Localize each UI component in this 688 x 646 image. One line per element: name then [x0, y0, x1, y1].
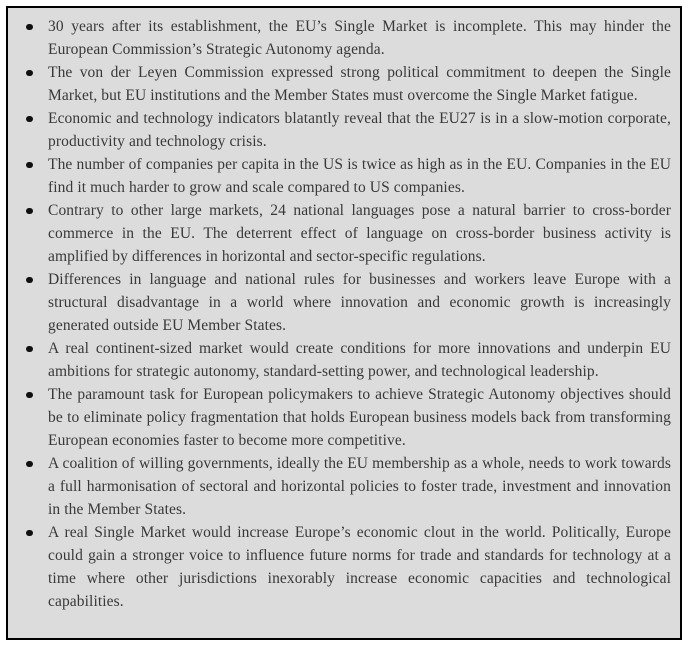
bullet-icon [26, 208, 33, 215]
bullet-list [21, 15, 671, 613]
bullet-item [21, 15, 671, 61]
bullet-icon [26, 530, 33, 537]
bullet-text: The von der Leyen Commission expressed strong political commitment to deepen the Single Market, but EU institutions and the Member States must overcome the Single Market fatigue. [48, 64, 671, 104]
bullet-item [21, 268, 671, 337]
bullet-item [21, 199, 671, 268]
bullet-icon [26, 162, 33, 169]
bullet-text: Differences in language and national rules for businesses and workers leave Europe with a structural disadvantage in a world where innovation and economic growth is increasingly generated outside EU Member States. [48, 271, 671, 334]
bullet-icon [26, 346, 33, 353]
bullet-icon [26, 70, 33, 77]
bullet-text: The number of companies per capita in the US is twice as high as in the EU. Companies in the EU find it much harder to grow and scale compared to US companies. [48, 156, 671, 196]
bullet-item [21, 383, 671, 452]
bullet-icon [26, 116, 33, 123]
bullet-icon [26, 392, 33, 399]
bullet-icon [26, 277, 33, 284]
bullet-item [21, 521, 671, 613]
bullet-item [21, 107, 671, 153]
bullet-text: A coalition of willing governments, ideally the EU membership as a whole, needs to work towards a full harmonisation of sectoral and horizontal policies to foster trade, investment and innovation in the Member States. [48, 455, 671, 518]
bullet-icon [26, 461, 33, 468]
bullet-text: Contrary to other large markets, 24 national languages pose a natural barrier to cross-border commerce in the EU. The deterrent effect of language on cross-border business activity is amplified by differences in horizontal and sector-specific regulations. [48, 202, 671, 265]
bullet-item [21, 61, 671, 107]
summary-box [6, 6, 682, 640]
bullet-text: 30 years after its establishment, the EU’s Single Market is incomplete. This may hinder the European Commission’s Strategic Autonomy agenda. [48, 18, 671, 58]
bullet-item [21, 452, 671, 521]
bullet-item [21, 153, 671, 199]
bullet-text: Economic and technology indicators blatantly reveal that the EU27 is in a slow-motion corporate, productivity and technology crisis. [48, 110, 671, 150]
bullet-icon [26, 24, 33, 31]
bullet-text: The paramount task for European policymakers to achieve Strategic Autonomy objectives should be to eliminate policy fragmentation that holds European business models back from transforming European economies faster to become more competitive. [48, 386, 671, 449]
bullet-text: A real Single Market would increase Europe’s economic clout in the world. Politically, Europe could gain a stronger voice to influence future norms for trade and standards for technology at a time where other jurisdictions inexorably increase economic capacities and technological capabilities. [48, 524, 671, 610]
bullet-text: A real continent-sized market would create conditions for more innovations and underpin EU ambitions for strategic autonomy, standard-setting power, and technological leadership. [48, 340, 671, 380]
bullet-item [21, 337, 671, 383]
